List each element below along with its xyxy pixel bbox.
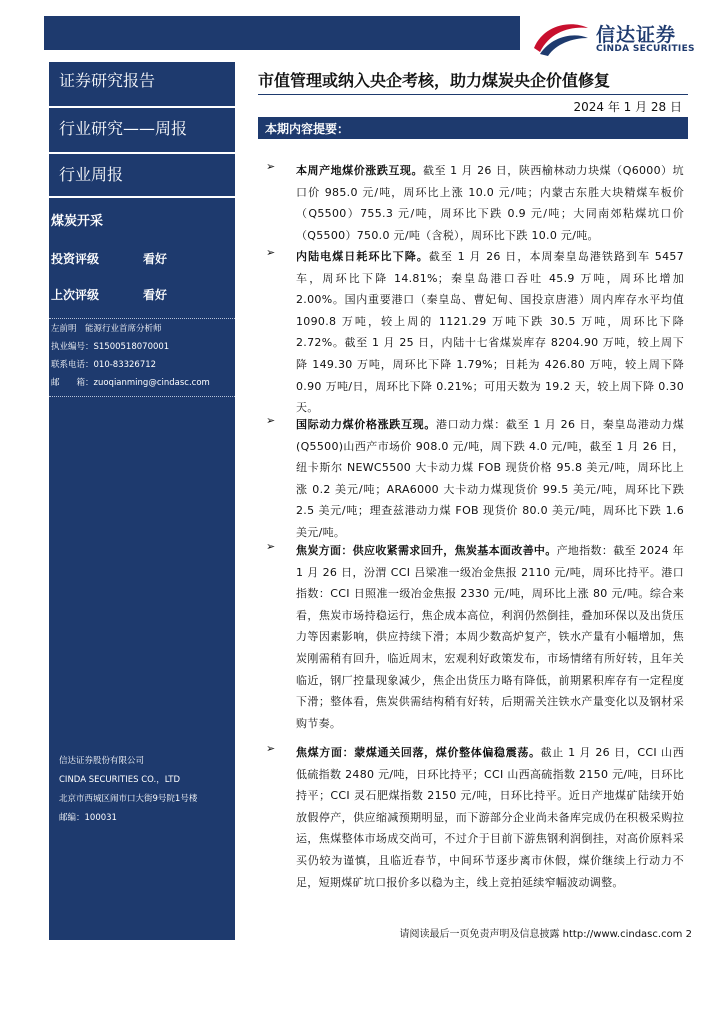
rating-label: 投资评级: [51, 252, 100, 266]
analyst-license: 执业编号：S1500518070001: [51, 342, 170, 352]
brand-logo: [530, 18, 710, 58]
report-title: 市值管理或纳入央企考核，助力煤炭央企价值修复: [258, 71, 611, 90]
analyst-name: 左前明 能源行业首席分析师: [51, 324, 162, 334]
analyst-phone: 联系电话：010-83326712: [51, 360, 157, 370]
sidebar: [49, 62, 235, 940]
sidebar-divider: [49, 106, 235, 108]
sector-name: 煤炭开采: [51, 214, 104, 229]
company-postcode: 邮编：100031: [59, 813, 117, 823]
sidebar-divider: [49, 152, 235, 154]
title-rule: [258, 94, 688, 95]
summary-item-body: [296, 246, 684, 419]
summary-item-text: 截止 1 月 26 日，CCI 山西低硫指数 2480 元/吨，日环比持平；CCI 山西高硫指数 2150 元/吨，日环比持平；CCI 灵石肥煤指数 2150 元/吨，日环比持平。近日产地煤矿陆续开始放假停产，供应缩减预期明显，而下游部分企业尚未备库完成仍在积极采购拉运，焦煤整体市场成交尚可，不过介于目前下游焦钢利润倒挂，对高价原料采买仍较为谨慎，且临近春节，中间环节逐步离市休假，煤价继续上行动力不足，短期煤矿坑口报价多以稳为主，线上竞拍延续窄幅波动调整。: [296, 746, 684, 889]
sidebar-divider: [49, 196, 235, 198]
header-bar: [44, 16, 520, 50]
arrow-bullet-icon: ➢: [266, 414, 276, 427]
company-name-cn: 信达证券股份有限公司: [59, 756, 145, 766]
prev-rating-row: [51, 286, 168, 303]
prev-rating-value: 看好: [143, 288, 168, 302]
summary-item-heading: 内陆电煤日耗环比下降。: [296, 250, 429, 263]
summary-item-heading: 国际动力煤价格涨跌互现。: [296, 418, 436, 431]
page-footer: [399, 925, 692, 940]
summary-item-body: [296, 540, 684, 734]
cinda-logo-icon: [530, 18, 590, 58]
arrow-bullet-icon: ➢: [266, 160, 276, 173]
report-type: 证券研究报告: [59, 71, 156, 90]
analyst-contact: [51, 320, 210, 392]
rating-row: [51, 250, 168, 267]
summary-item-body: [296, 414, 684, 544]
summary-item-heading: 本周产地煤价涨跌互现。: [296, 164, 424, 177]
summary-header: [258, 117, 688, 139]
arrow-bullet-icon: ➢: [266, 540, 276, 553]
summary-item-heading: 焦煤方面：蒙煤通关回落，煤价整体偏稳震荡。: [296, 746, 541, 759]
footer-disclaimer[interactable]: 请阅读最后一页免责声明及信息披露 http://www.cindasc.com: [399, 929, 683, 940]
summary-item-text: 截至 1 月 26 日，本周秦皇岛港铁路到车 5457 车，周环比下降 14.81%；秦皇岛港口吞吐 45.9 万吨，周环比增加 2.00%。国内重要港口（秦皇岛、曹妃甸、国投京唐港）周内库存水平均值 1090.8 万吨，较上周的 1121.29 万吨下跌 30.5 万吨，周环比下降 2.72%。截至 1 月 25 日，内陆十七省煤炭库存 8204.90 万吨，较上周下降 149.30 万吨，周环比下降 1.79%；日耗为 426.80 万吨，较上周下降 0.90 万吨/日，周环比下降 0.21%；可用天数为 19.2 天，较上周下降 0.30 天。: [296, 250, 684, 415]
dotted-divider: [49, 318, 235, 319]
summary-item-body: [296, 160, 684, 246]
rating-value: 看好: [143, 252, 168, 266]
arrow-bullet-icon: ➢: [266, 742, 276, 755]
report-subcategory: 行业周报: [59, 165, 124, 184]
dotted-divider: [49, 396, 235, 397]
summary-label: 本期内容提要：: [265, 122, 350, 136]
report-date: 2024 年 1 月 28 日: [573, 100, 682, 114]
prev-rating-label: 上次评级: [51, 288, 100, 302]
company-info: [59, 752, 197, 828]
arrow-bullet-icon: ➢: [266, 246, 276, 259]
company-address: 北京市西城区闹市口大街9号院1号楼: [59, 794, 198, 804]
analyst-email[interactable]: 邮 箱：zuoqianming@cindasc.com: [51, 378, 210, 388]
summary-item-heading: 焦炭方面：供应收紧需求回升，焦炭基本面改善中。: [296, 544, 557, 557]
brand-name-en: CINDA SECURITIES: [596, 44, 695, 54]
summary-item-text: 产地指数：截至 2024 年 1 月 26 日，汾渭 CCI 吕梁准一级冶金焦报 2110 元/吨，周环比持平。港口指数：CCI 日照准一级冶金焦报 2330 元/吨，周环比上涨 80 元/吨。综合来看，焦炭市场持稳运行，焦企成本高位，利润仍然倒挂，叠加环保以及出货压力等因素影响，供应持续下滑；本周少数高炉复产，铁水产量有小幅增加，焦炭刚需稍有回升，临近周末，宏观利好政策发布，市场情绪有所好转，且年关临近，钢厂控量现象减少，焦企出货压力略有降低，前期累积库存有一定程度下滑；整体看，焦炭供需结构稍有好转，后期需关注铁水产量变化以及钢材采购节奏。: [296, 544, 685, 730]
page-number: 2: [685, 929, 692, 940]
company-name-en: CINDA SECURITIES CO.，LTD: [59, 775, 181, 785]
summary-item-text: 港口动力煤：截至 1 月 26 日，秦皇岛港动力煤(Q5500)山西产市场价 908.0 元/吨，周下跌 4.0 元/吨，截至 1 月 26 日，纽卡斯尔 NEWC5500 大卡动力煤 FOB 现货价格 95.8 美元/吨，周环比上涨 0.2 美元/吨；ARA6000 大卡动力煤现货价 99.5 美元/吨，周环比下跌 2.5 美元/吨；理查兹港动力煤 FOB 现货价 80.0 美元/吨，周环比下跌 1.6 美元/吨。: [296, 418, 684, 539]
brand-name-cn: 信达证券: [596, 24, 677, 46]
summary-item-body: [296, 742, 684, 893]
report-category: 行业研究——周报: [59, 119, 188, 138]
summary-item-text: 截至 1 月 26 日，陕西榆林动力块煤（Q6000）坑口价 985.0 元/吨，周环比上涨 10.0 元/吨；内蒙古东胜大块精煤车板价（Q5500）755.3 元/吨，周环比下跌 0.9 元/吨；大同南郊粘煤坑口价（Q5500）750.0 元/吨（含税），周环比下跌 10.0 元/吨。: [296, 164, 684, 242]
